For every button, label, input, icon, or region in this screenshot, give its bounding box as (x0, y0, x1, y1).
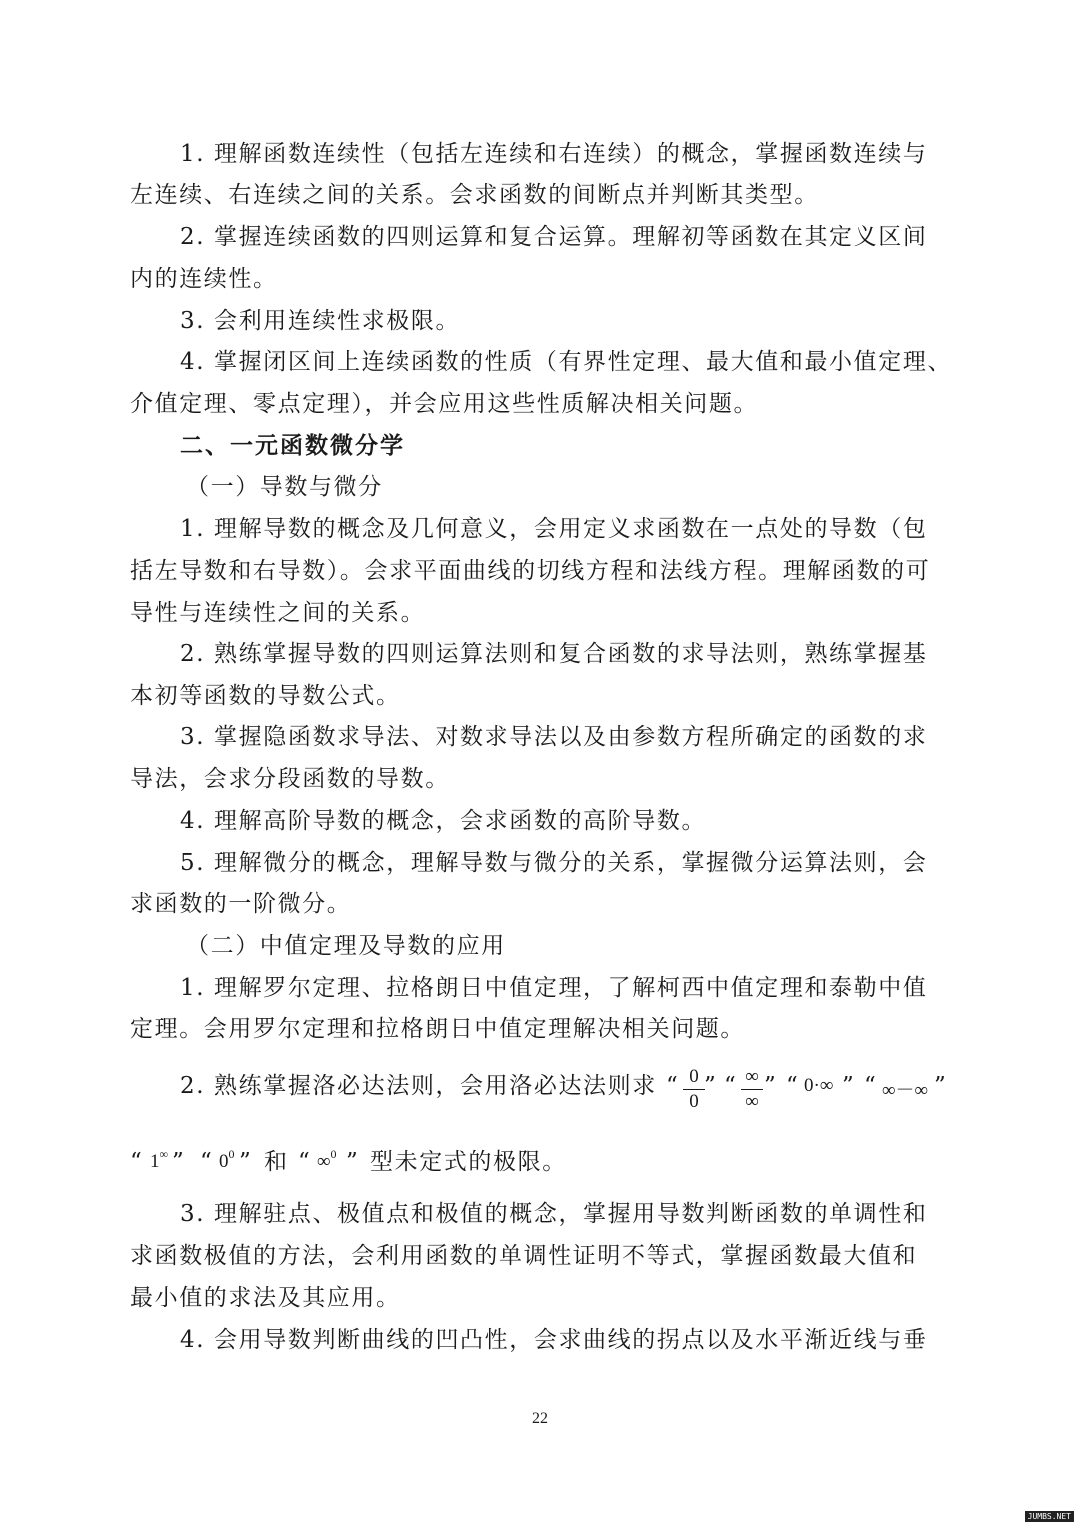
quote-open: “ (786, 1073, 798, 1099)
paragraph-line: 1. 理解函数连续性（包括左连续和右连续）的概念，掌握函数连续与 (180, 141, 928, 167)
paragraph-line: 5. 理解微分的概念，理解导数与微分的关系，掌握微分运算法则，会 (180, 850, 928, 876)
page-number: 22 (532, 1410, 548, 1427)
quote-open: “ (666, 1073, 678, 1099)
quote-open: “ (130, 1149, 142, 1175)
paragraph-line: 求函数的一阶微分。 (130, 891, 352, 917)
paragraph-line: 本初等函数的导数公式。 (130, 683, 401, 709)
subsection-heading: （一）导数与微分 (186, 474, 383, 500)
sentence-tail: 型未定式的极限。 (370, 1149, 567, 1175)
paragraph-line: 2. 掌握连续函数的四则运算和复合运算。理解初等函数在其定义区间 (180, 224, 928, 250)
form-zero-pow-zero: $0^0$ (219, 1147, 235, 1172)
subsection-heading: （二）中值定理及导数的应用 (186, 933, 506, 959)
paragraph-line: 3. 掌握隐函数求导法、对数求导法以及由参数方程所确定的函数的求 (180, 724, 928, 750)
form-one-pow-inf: 1∞ (150, 1147, 169, 1172)
paragraph-line: 括左导数和右导数）。会求平面曲线的切线方程和法线方程。理解函数的可 (130, 558, 931, 584)
paragraph-line: 3. 理解驻点、极值点和极值的概念，掌握用导数判断函数的单调性和 (180, 1201, 928, 1227)
quote-close: ” (764, 1073, 776, 1099)
quote-open: “ (298, 1149, 310, 1175)
watermark: JUMBS.NET (1025, 1511, 1074, 1522)
paragraph-line: 2. 熟练掌握导数的四则运算法则和复合函数的求导法则，熟练掌握基 (180, 641, 928, 667)
fraction-zero-over-zero: 0 0 (683, 1066, 705, 1113)
paragraph-line: 内的连续性。 (130, 266, 278, 292)
quote-close: ” (346, 1149, 358, 1175)
quote-open: “ (864, 1073, 876, 1099)
quote-close: ” (842, 1073, 854, 1099)
form-zero-times-inf: 0·∞ (804, 1075, 834, 1096)
paragraph-line: 4. 会用导数判断曲线的凹凸性，会求曲线的拐点以及水平渐近线与垂 (180, 1327, 928, 1353)
form-inf-pow-zero: ∞$^0$ (317, 1147, 337, 1172)
quote-open: “ (200, 1149, 212, 1175)
paragraph-line: 介值定理、零点定理），并会应用这些性质解决相关问题。 (130, 391, 759, 417)
paragraph-line: 导性与连续性之间的关系。 (130, 600, 426, 626)
paragraph-line: 4. 理解高阶导数的概念，会求函数的高阶导数。 (180, 808, 707, 834)
paragraph-line: 1. 理解导数的概念及几何意义，会用定义求函数在一点处的导数（包 (180, 516, 928, 542)
quote-close: ” (239, 1149, 251, 1175)
quote-close: ” (172, 1149, 184, 1175)
quote-close: ” (934, 1073, 946, 1099)
paragraph-line: 4. 掌握闭区间上连续函数的性质（有界性定理、最大值和最小值定理、 (180, 349, 953, 375)
section-heading: 二、一元函数微分学 (180, 433, 405, 459)
paragraph-line: 定理。会用罗尔定理和拉格朗日中值定理解决相关问题。 (130, 1016, 745, 1042)
form-inf-minus-inf: ∞－∞ (882, 1080, 929, 1101)
paragraph-line: 1. 理解罗尔定理、拉格朗日中值定理，了解柯西中值定理和泰勒中值 (180, 975, 928, 1001)
quote-open: “ (724, 1073, 736, 1099)
paragraph-line: 求函数极值的方法，会利用函数的单调性证明不等式，掌握函数最大值和 (130, 1243, 918, 1269)
paragraph-line: 2. 熟练掌握洛必达法则，会用洛必达法则求 (180, 1073, 657, 1099)
quote-close: ” (704, 1073, 716, 1099)
paragraph-line: 3. 会利用连续性求极限。 (180, 308, 461, 334)
fraction-inf-over-inf: ∞ ∞ (741, 1066, 763, 1113)
paragraph-line: 导法，会求分段函数的导数。 (130, 766, 450, 792)
conjunction: 和 (264, 1149, 287, 1175)
paragraph-line: 最小值的求法及其应用。 (130, 1285, 401, 1311)
paragraph-line: 左连续、右连续之间的关系。会求函数的间断点并判断其类型。 (130, 182, 819, 208)
